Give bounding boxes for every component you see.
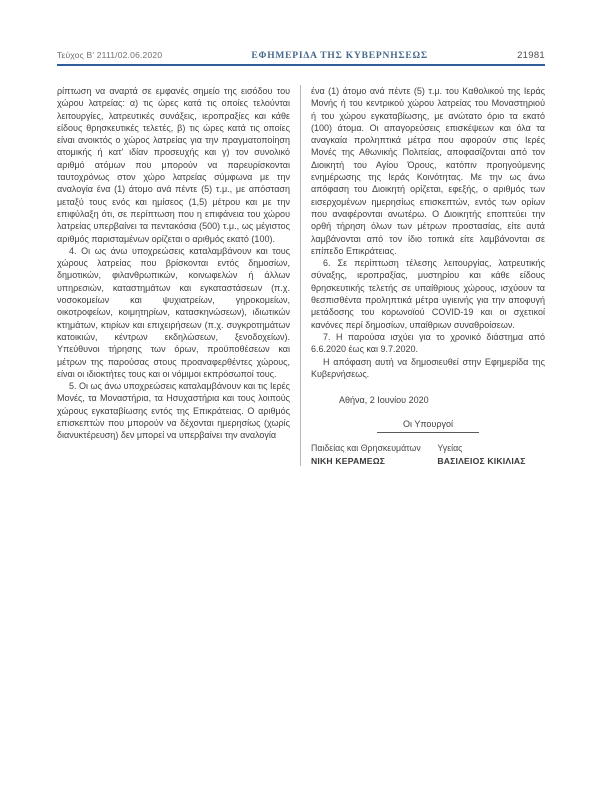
left-column: [57, 85, 300, 466]
paragraph: ένα (1) άτομο ανά πέντε (5) τ.μ. του Καθολικού της Ιεράς Μονής ή του κεντρικού χώρου λατρείας του Μοναστηριού ή του χώρου εγκαταβίωσης, με ανώτατο όριο τα εκατό (100) άτομα. Οι απαγορεύσεις επισκέψεων και όλα τα αναγκαία προληπτικά μέτρα που αφορούν στις Ιερές Μονές της Αθωνικής Πολιτείας, αποφασίζονται από τον Διοικητή του Αγίου Όρους, κατόπιν προηγούμενης ενημέρωσης της Ιεράς Κοινότητας. Με την ως άνω απόφαση του Διοικητή ορίζεται, εφεξής, ο αριθμός των εισερχομένων ημερησίως επισκεπτών, εντός των ορίων που αναφέρονται ανωτέρω. Ο Διοικητής εποπτεύει την ορθή τήρηση όλων των μέτρων προστασίας, είτε αυτά λαμβάνονται από τον ίδιο τοπικά είτε λαμβάνονται σε επίπεδο Επικράτειας.: [311, 86, 545, 256]
paragraph-5: 5. Οι ως άνω υποχρεώσεις καταλαμβάνουν και τις Ιερές Μονές, τα Μοναστήρια, τα Ησυχαστήρια και τους λοιπούς χώρους εγκαταβίωσης εντός της Επικράτειας. Ο αριθμός επισκεπτών που μπορούν να δέχονται ημερησίως (χωρίς διανυκτέρευση) δεν μπορεί να υπερβαίνει την αναλογία: [57, 381, 290, 441]
text-columns: [57, 85, 545, 466]
ministers-heading: [311, 414, 545, 433]
right-column: [301, 85, 545, 466]
paragraph: ρίπτωση να αναρτά σε εμφανές σημείο της εισόδου του χώρου λατρείας: α) τις ώρες κατά τις οποίες τελούνται λειτουργίες, λατρευτικές συνάξεις, ιεροπραξίες και κάθε είδους θρησκευτικές τελετές, β) τις ώρες κατά τις οποίες είναι ανοικτός ο χώρος λατρείας για την πραγματοποίηση ατομικής ή κατ’ ιδίαν προσευχής και γ) τον συνολικό αριθμό ατόμων που μπορούν να παρευρίσκονται ταυτοχρόνως στον χώρο λατρείας σύμφωνα με την αναλογία ένα (1) άτομο ανά πέντε (5) τ.μ., με απόσταση μεταξύ τους ενός και ημίσεος (1,5) μέτρου και με την επιφύλαξη ότι, σε περίπτωση που η επιφάνεια του χώρου λατρείας υπερβαίνει τα πεντακόσια (500) τ.μ., ως μέγιστος αριθμός παρισταμένων ορίζεται ο αριθμός εκατό (100).: [57, 86, 290, 244]
issue-label: Τεύχος Β’ 2111/02.06.2020: [57, 50, 163, 60]
ministers-heading-label: Οι Υπουργοί: [377, 419, 479, 433]
page-header: [57, 50, 545, 61]
ministry-label: Παιδείας και Θρησκευμάτων: [311, 443, 421, 454]
signer-education: [311, 443, 437, 466]
header-rule: [57, 64, 545, 66]
signature-row: [311, 443, 545, 466]
paragraph-4: 4. Οι ως άνω υποχρεώσεις καταλαμβάνουν και τους χώρους λατρείας που βρίσκονται εντός δημοσίων, δημοτικών, φιλανθρωπικών, κοινωφελών ή άλλων υπηρεσιών, καταστημάτων και εγκαταστάσεων (π.χ. νοσοκομείων και ψυχιατρείων, γηροκομείων, οικοτροφείων, κοιμητηρίων, κατασκηνώσεων), ιδιωτικών κτημάτων, κτιρίων και επιχειρήσεων (π.χ. συγκροτημάτων κατοικιών, κέντρων εκδηλώσεων, ξενοδοχείων). Υπεύθυνοι τήρησης των όρων, προϋποθέσεων και μέτρων της παρούσας στους προαναφερθέντες χώρους, είναι οι ιδιοκτήτες τους και οι νόμιμοι εκπρόσωποί τους.: [57, 245, 290, 379]
paragraph-6: 6. Σε περίπτωση τέλεσης λειτουργίας, λατρευτικής σύναξης, ιεροπραξίας, μυστηρίου και κάθε είδους θρησκευτικής τελετής σε υπαίθριους χώρους, ισχύουν τα θεσπισθέντα προληπτικά μέτρα υγιεινής για την αποφυγή μετάδοσης του κορωνοϊού COVID-19 και οι σχετικοί κανόνες περί δημοσίων, υπαίθριων συναθροίσεων.: [311, 258, 545, 330]
publication-clause: Η απόφαση αυτή να δημοσιευθεί στην Εφημερίδα της Κυβερνήσεως.: [311, 356, 545, 379]
ministry-label: Υγείας: [437, 443, 463, 454]
page-number: 21981: [517, 50, 545, 61]
paragraph-7: 7. Η παρούσα ισχύει για το χρονικό διάστημα από 6.6.2020 έως και 9.7.2020.: [311, 331, 545, 355]
minister-name: ΒΑΣΙΛΕΙΟΣ ΚΙΚΙΛΙΑΣ: [437, 456, 526, 467]
gazette-title: ΕΦΗΜΕΡΙΔΑ ΤΗΣ ΚΥΒΕΡΝΗΣΕΩΣ: [251, 51, 428, 61]
place-date: Αθήνα, 2 Ιουνίου 2020: [339, 395, 429, 406]
signer-health: [437, 443, 545, 466]
minister-name: ΝΙΚΗ ΚΕΡΑΜΕΩΣ: [311, 456, 386, 467]
